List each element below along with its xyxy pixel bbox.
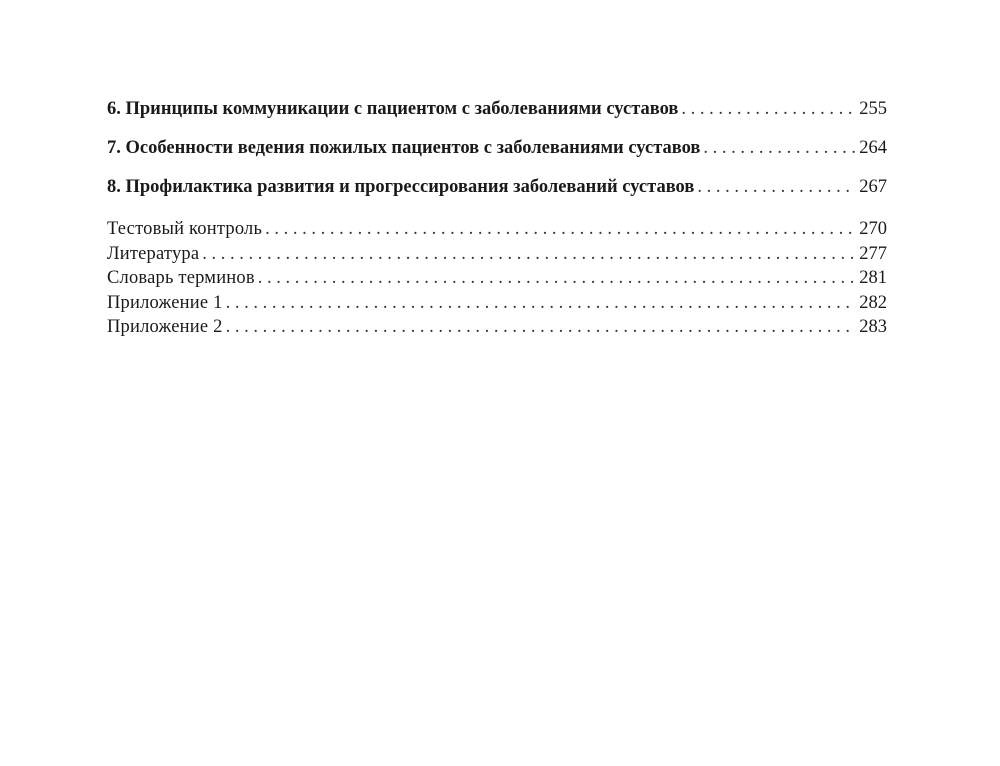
toc-entry-title: Приложение 1 xyxy=(107,292,223,313)
toc-entry-page: 267 xyxy=(859,177,887,197)
dot-leader xyxy=(703,135,856,161)
toc-entry-title: Словарь терминов xyxy=(107,268,255,288)
toc-entry-page: 270 xyxy=(859,219,887,239)
toc-entry-title: 6. Принципы коммуникации с пациентом с заболеваниями суставов xyxy=(107,99,679,119)
chapter-list xyxy=(107,96,887,200)
toc-entry-test-control[interactable] xyxy=(107,217,887,242)
dot-leader xyxy=(258,266,856,291)
dot-leader xyxy=(697,174,856,200)
toc-entry-page: 264 xyxy=(859,138,887,158)
toc-entry-page: 281 xyxy=(859,268,887,288)
toc-entry-title: 7. Особенности ведения пожилых пациентов с заболеваниями суставов xyxy=(107,138,701,158)
back-matter-list xyxy=(107,217,887,340)
toc-entry-appendix-1[interactable] xyxy=(107,291,887,316)
toc-entry-glossary[interactable] xyxy=(107,266,887,291)
toc-entry-page: 255 xyxy=(859,99,887,119)
dot-leader xyxy=(265,217,856,242)
dot-leader xyxy=(681,96,856,122)
dot-leader xyxy=(226,291,857,316)
toc-entry-title: Тестовый контроль xyxy=(107,219,263,239)
dot-leader xyxy=(202,242,856,267)
toc-entry-appendix-2[interactable] xyxy=(107,315,887,340)
toc-entry-page: 282 xyxy=(859,292,887,313)
toc-entry-literature[interactable] xyxy=(107,242,887,267)
toc-entry-title: Литература xyxy=(107,243,200,264)
toc-entry-title: Приложение 2 xyxy=(107,317,223,337)
table-of-contents xyxy=(107,96,887,340)
dot-leader xyxy=(226,315,857,340)
toc-entry-title: 8. Профилактика развития и прогрессирования заболеваний суставов xyxy=(107,177,695,197)
toc-entry-page: 277 xyxy=(859,243,887,264)
toc-entry-chapter-8[interactable] xyxy=(107,174,887,200)
toc-entry-chapter-6[interactable] xyxy=(107,96,887,122)
toc-entry-page: 283 xyxy=(859,317,887,337)
toc-entry-chapter-7[interactable] xyxy=(107,135,887,161)
